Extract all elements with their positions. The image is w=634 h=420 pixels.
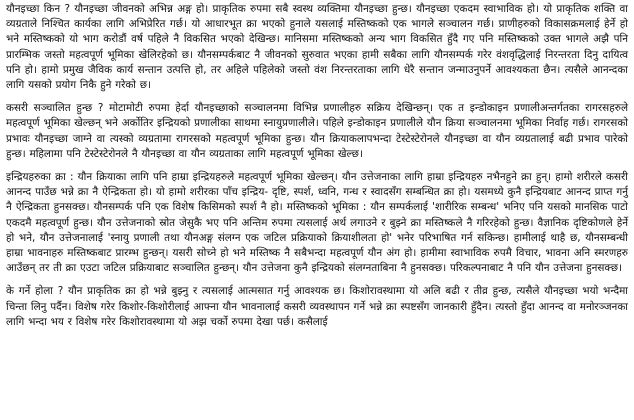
paragraph-senses-and-brain: इन्द्रियहरुका क्रा : यौन क्रियाका लागि पनि हाम्रा इन्द्रियहरुले महत्वपूर्ण भूमिका खेल्छन्। यौन उत्तेजनाका लागि हाम्रा इन्द्रियहरु नभैनहुने क्रा हुन्। हामो शरीरले कसरी आनन्द पाउँछ भन्ने क्रा नै ऐन्द्रिकता हो। यो हामो शरीरका पाँच इन्द्रिय- दृष्टि, स्पर्श, ध्वनि, गन्ध र स्वादसँग सम्बन्धित क्रा हो। यसमध्ये कुनै इन्द्रियबाट आनन्द प्राप्त गर्नु नै ऐन्द्रिकता हुनसक्छ। यौनसम्पर्क पनि एक विशेष किसिमको स्पर्श नै हो। मस्तिष्कको भूमिका : यौन सम्पर्कलाई 'शारीरिक सम्बन्ध' भनिए पनि यसको मानसिक पाटो एकदमै महत्वपूर्ण हुन्छ। यौन उत्तेजनाको स्रोत जेसुकै भए पनि अन्तिम रुपमा त्यसलाई अर्थ लगाउने र बुझ्ने क्रा मस्तिष्कले नै गरिरहेको हुन्छ। वैज्ञानिक दृष्टिकोणले हेर्ने हो भने, यौन उत्तेजनालाई 'स्नायु प्रणाली तथा यौनअङ्ग संलग्न एक जटिल प्रक्रियाको क्रियाशीलता हो' भनेर परिभाषित गर्न सकिन्छ। हामीलाई थाहै छ, यौनसम्बन्धी हाम्रा भावनाहरु मस्तिष्कबाट प्रारम्भ हुन्छन्। यसरी सोच्ने हो भने मस्तिष्क नै सबैभन्दा महत्वपूर्ण यौन अंग हो। हामीमा स्वाभाविक रुपमै विचार, भावना अनि स्मरणहरु आउँछन् तर ती क्रा एउटा जटिल प्रक्रियाबाट सञ्चालित हुन्छन्। यौन उत्तेजना कुनै इन्द्रियको संलग्नताबिना नै हुनसक्छ। परिकल्पनाबाट नै पनि यौन उत्तेजना हुनसक्छ। [6, 171, 628, 275]
paragraph-what-to-do: के गर्ने होला ? यौन प्राकृतिक क्रा हो भन्ने बुझ्नु र त्यसलाई आत्मसात गर्नु आवश्यक छ। किशोरावस्थामा यो अलि बढी र तीव्र हुन्छ, त्यसैले यौनइच्छा भयो भन्दैमा चिन्ता लिनु पर्दैन। विशेष गरेर किशोर-किशोरीलाई आफ्ना यौन भावनालाई कसरी व्यवस्थापन गर्ने भन्ने क्रा स्पष्टसँग जानकारी हुँदैन। त्यस्तो हुँदा आनन्द वा मनोरञ्जनका लागि भन्दा भय र विशेष गरेर किशोरावस्थामा यो अझ चर्को रुपमा देखा पर्छ। कसैलाई [6, 285, 628, 328]
paragraph-how-operated: कसरी सञ्चालित हुन्छ ? मोटामोटी रुपमा हेर्दा यौनइच्छाको सञ्चालनमा विभिन्न प्रणालीहरु सक्रिय देखिन्छन्। एक त इन्डोकाइन प्रणालीअन्तर्गतका रागरसहरुले महत्वपूर्ण भूमिका खेल्छन् भने अर्कोतिर इन्द्रियको प्रणालीका साथमा स्नायुप्रणालीले। पहिले इन्डोकाइन प्रणालीले यौन क्रिया सञ्चालनमा भूमिका निर्वाह गर्छ। रागरसको प्रभावः यौनइच्छा जाग्ने वा त्यस्को व्यग्रतामा रागरसको महत्वपूर्ण भूमिका हुन्छ। यौन क्रियाकलापभन्दा टेस्टेस्टेरोनले यौनइच्छा वा यौन व्यग्रतालाई बढी प्रभाव पारेको हुन्छ। महिलामा पनि टेस्टेस्टेरोनले नै यौनइच्छा वा यौन व्यग्रताका लागि महत्वपूर्ण भूमिका खेल्छ। [6, 102, 628, 160]
paragraph-sexual-desire-why: यौनइच्छा किन ? यौनइच्छा जीवनको अभिन्न अङ्ग हो। प्राकृतिक रुपमा सबै स्वस्थ व्यक्तिमा यौनइच्छा हुन्छ। यौनइच्छा एकदम स्वाभाविक हो। यो प्राकृतिक शक्ति वा व्यग्रताले निश्चित कार्यका लागि अभिप्रेरित गर्छ। यो आधारभूत क्रा भएको हुनाले यसलाई मस्तिष्कको एक भागले सञ्चालन गर्छ। प्राणीहरुको विकासक्रमलाई हेर्ने हो भने मस्तिष्कको यो भाग करोडौं वर्ष पहिले नै विकसित भएको देखिन्छ। मानिसमा मस्तिष्कको अन्य भाग विकसित हुँदै गए पनि मस्तिष्कको उक्त भागले अझै पनि प्रारम्भिक जस्तो महत्वपूर्ण भूमिका खेलिरहेको छ। यौनसम्पर्कबाट नै जीवनको सुरुवात भएका हामी सबैका लागि यौनसम्पर्क गरेर वंशवृद्धिलाई निरन्तरता दिनु दायित्व पनि हो। हामो प्रमुख जैविक कार्य सन्तान उत्पत्ति हो, तर अहिले पहिलेको जस्तो वंश निरन्तरताका लागि धेरै सन्तान जन्माउनुपर्ने आवश्यकता छैन। त्यसैले आनन्दका लागि यसको प्रयोग निकै हुने गरेको छ। [6, 3, 628, 92]
